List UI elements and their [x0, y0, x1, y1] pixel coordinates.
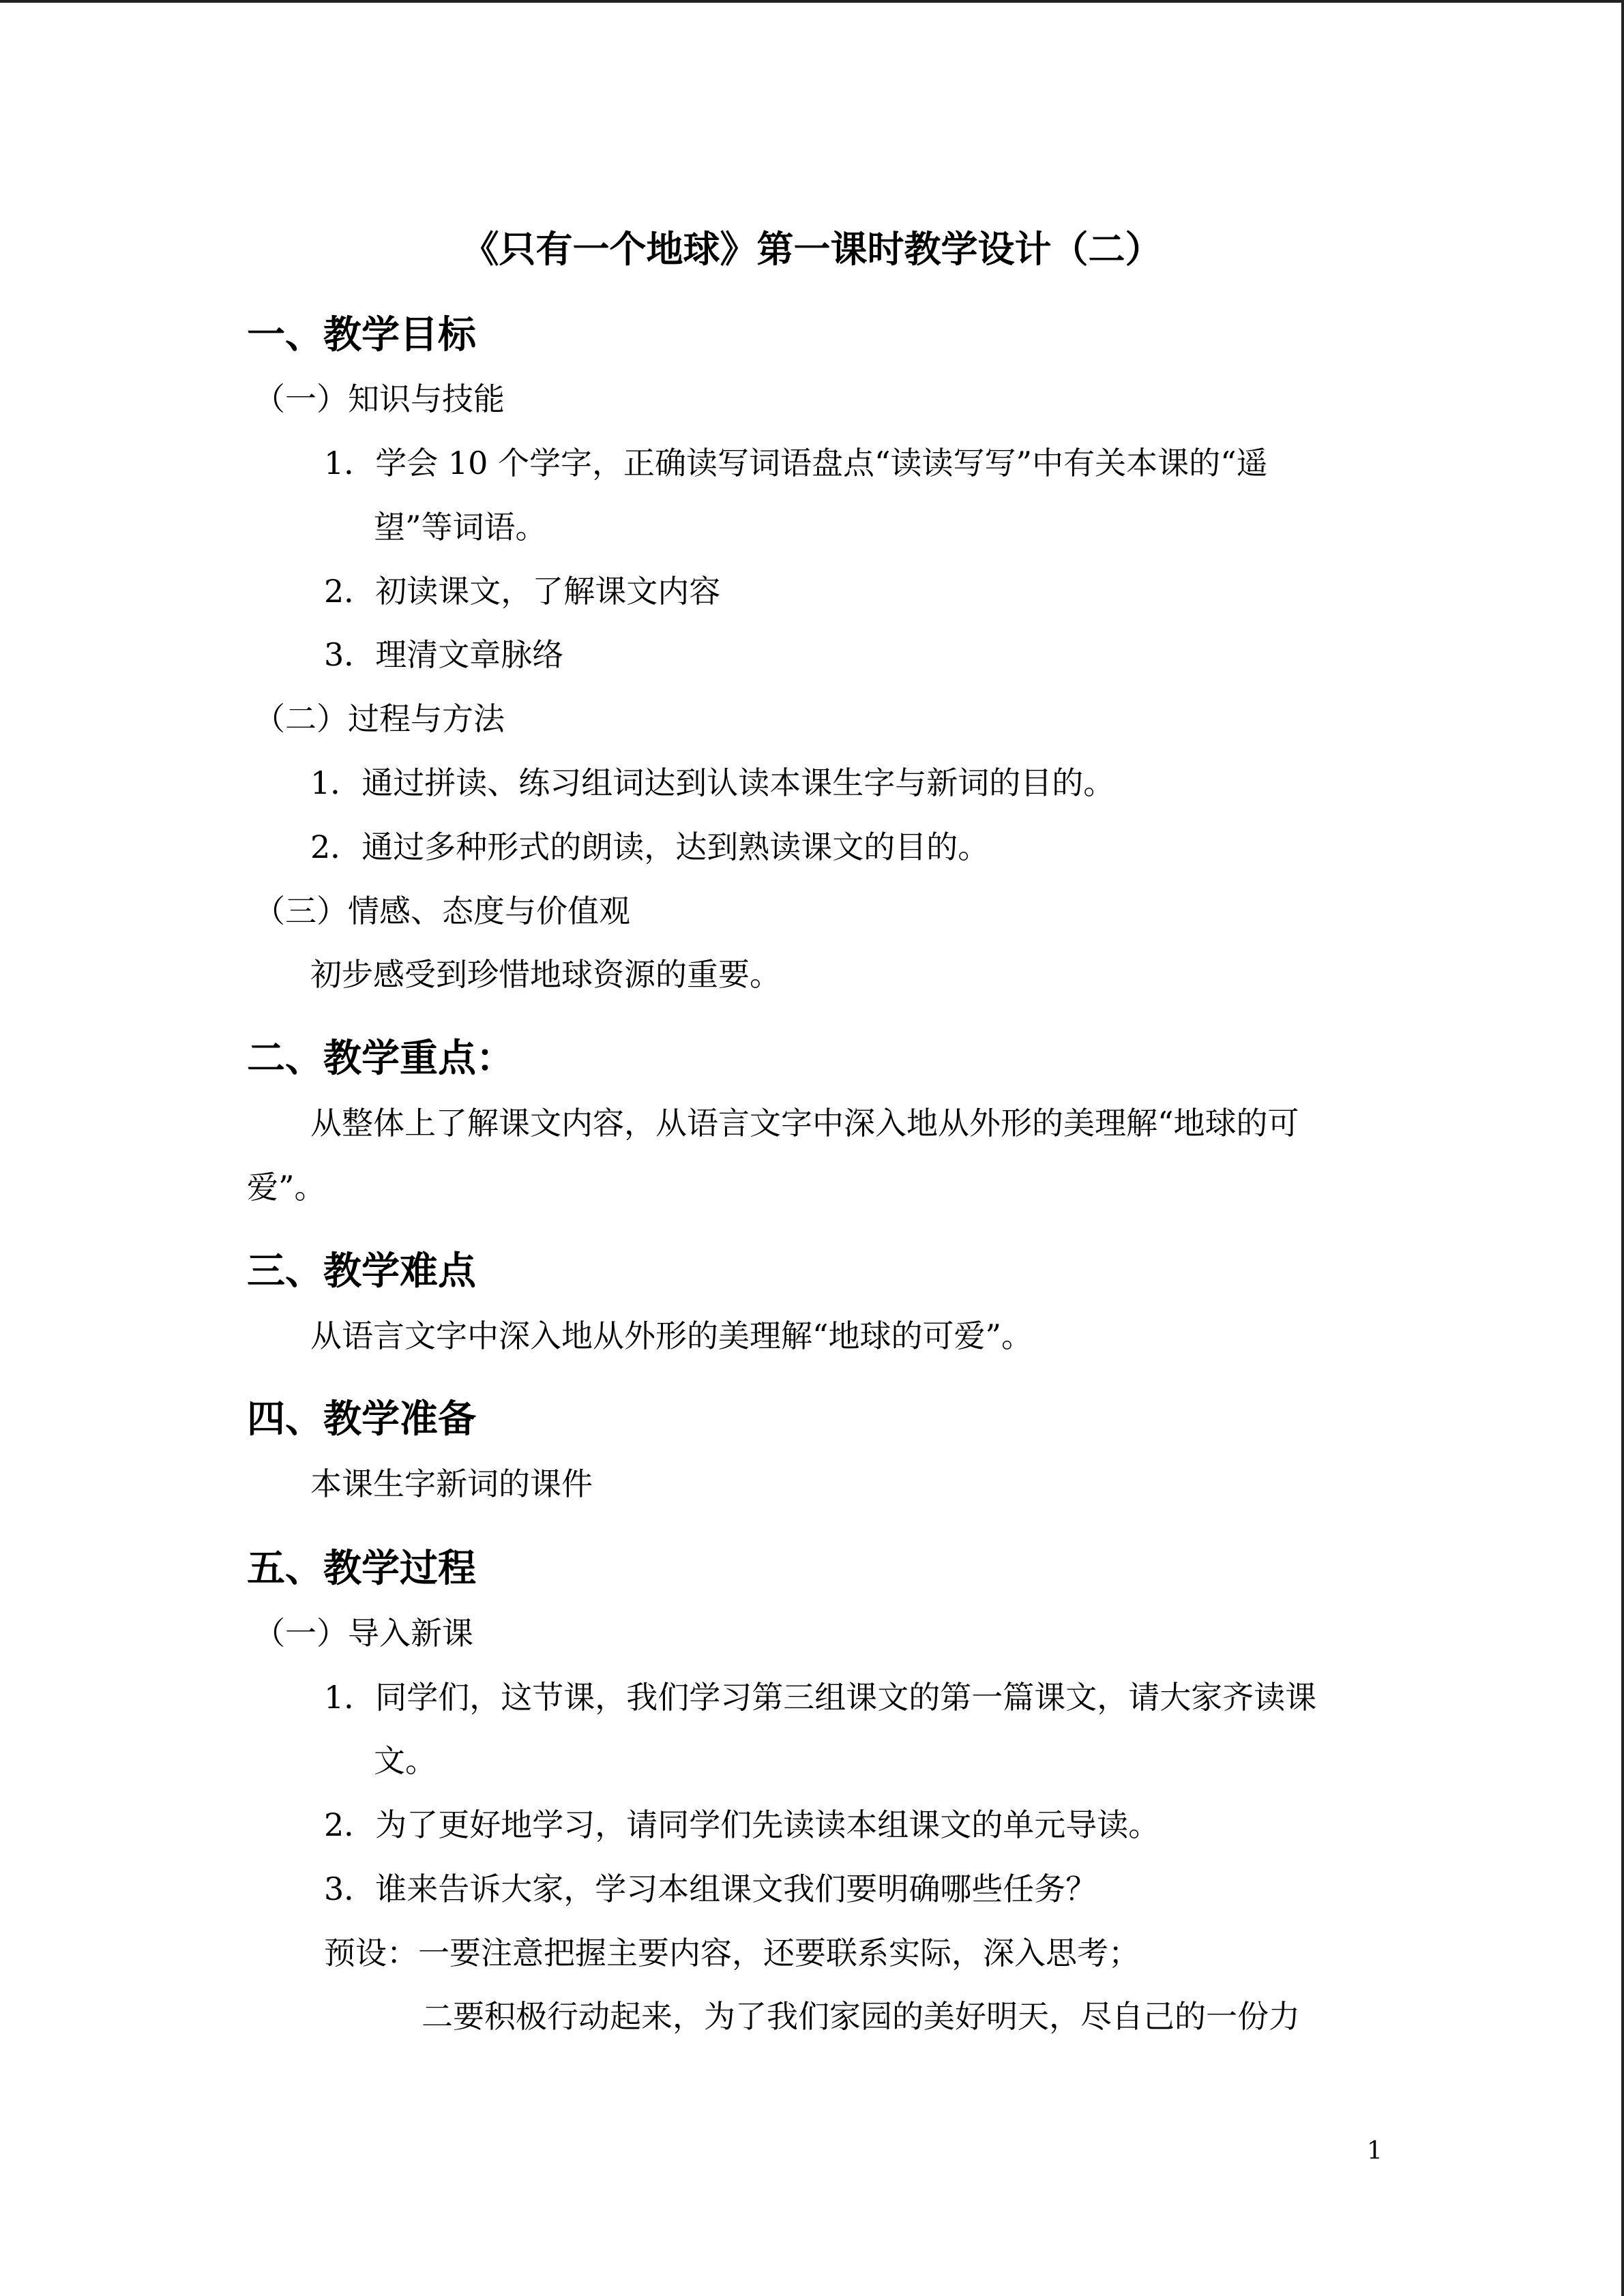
section-heading-process: 五、教学过程: [247, 1547, 476, 1591]
process-step: 1．同学们，这节课，我们学习第三组课文的第一篇课文，请大家齐读课: [324, 1679, 1317, 1716]
preset-answer: 预设：一要注意把握主要内容，还要联系实际，深入思考；: [324, 1935, 1140, 1971]
objective-item-continued: 望”等词语。: [374, 509, 547, 546]
section-heading-objectives: 一、教学目标: [247, 313, 476, 357]
body-paragraph-continued: 爱”。: [247, 1169, 326, 1206]
process-step: 2．为了更好地学习，请同学们先读读本组课文的单元导读。: [324, 1806, 1160, 1843]
objective-item: 1．学会 10 个学字，正确读写词语盘点“读读写写”中有关本课的“遥: [324, 445, 1268, 481]
body-paragraph: 从整体上了解课文内容，从语言文字中深入地从外形的美理解“地球的可: [310, 1105, 1299, 1142]
objective-item: 2．初读课文，了解课文内容: [324, 573, 721, 610]
preset-answer-continued: 二要积极行动起来，为了我们家园的美好明天，尽自己的一份力: [422, 1998, 1300, 2035]
subsection-values: （三）情感、态度与价值观: [254, 893, 630, 929]
subsection-knowledge: （一）知识与技能: [254, 381, 505, 417]
subsection-process: （二）过程与方法: [254, 700, 505, 737]
process-step-continued: 文。: [374, 1742, 437, 1779]
subsection-introduction: （一）导入新课: [254, 1615, 473, 1652]
section-heading-key-points: 二、教学重点：: [247, 1037, 514, 1081]
section-heading-preparation: 四、教学准备: [247, 1397, 476, 1442]
document-title: 《只有一个地球》第一课时教学设计（二）: [462, 228, 1162, 271]
body-paragraph: 初步感受到珍惜地球资源的重要。: [310, 956, 781, 993]
body-paragraph: 从语言文字中深入地从外形的美理解“地球的可爱”。: [310, 1317, 1033, 1354]
process-step: 3．谁来告诉大家，学习本组课文我们要明确哪些任务？: [324, 1870, 1097, 1907]
objective-item: 2．通过多种形式的朗读，达到熟读课文的目的。: [310, 829, 990, 865]
section-heading-difficulties: 三、教学难点: [247, 1249, 476, 1294]
objective-item: 1．通过拼读、练习组词达到认读本课生字与新词的目的。: [310, 764, 1115, 801]
body-paragraph: 本课生字新词的课件: [310, 1465, 593, 1502]
objective-item: 3．理清文章脉络: [324, 636, 564, 673]
page-number: 1: [1367, 2137, 1383, 2165]
